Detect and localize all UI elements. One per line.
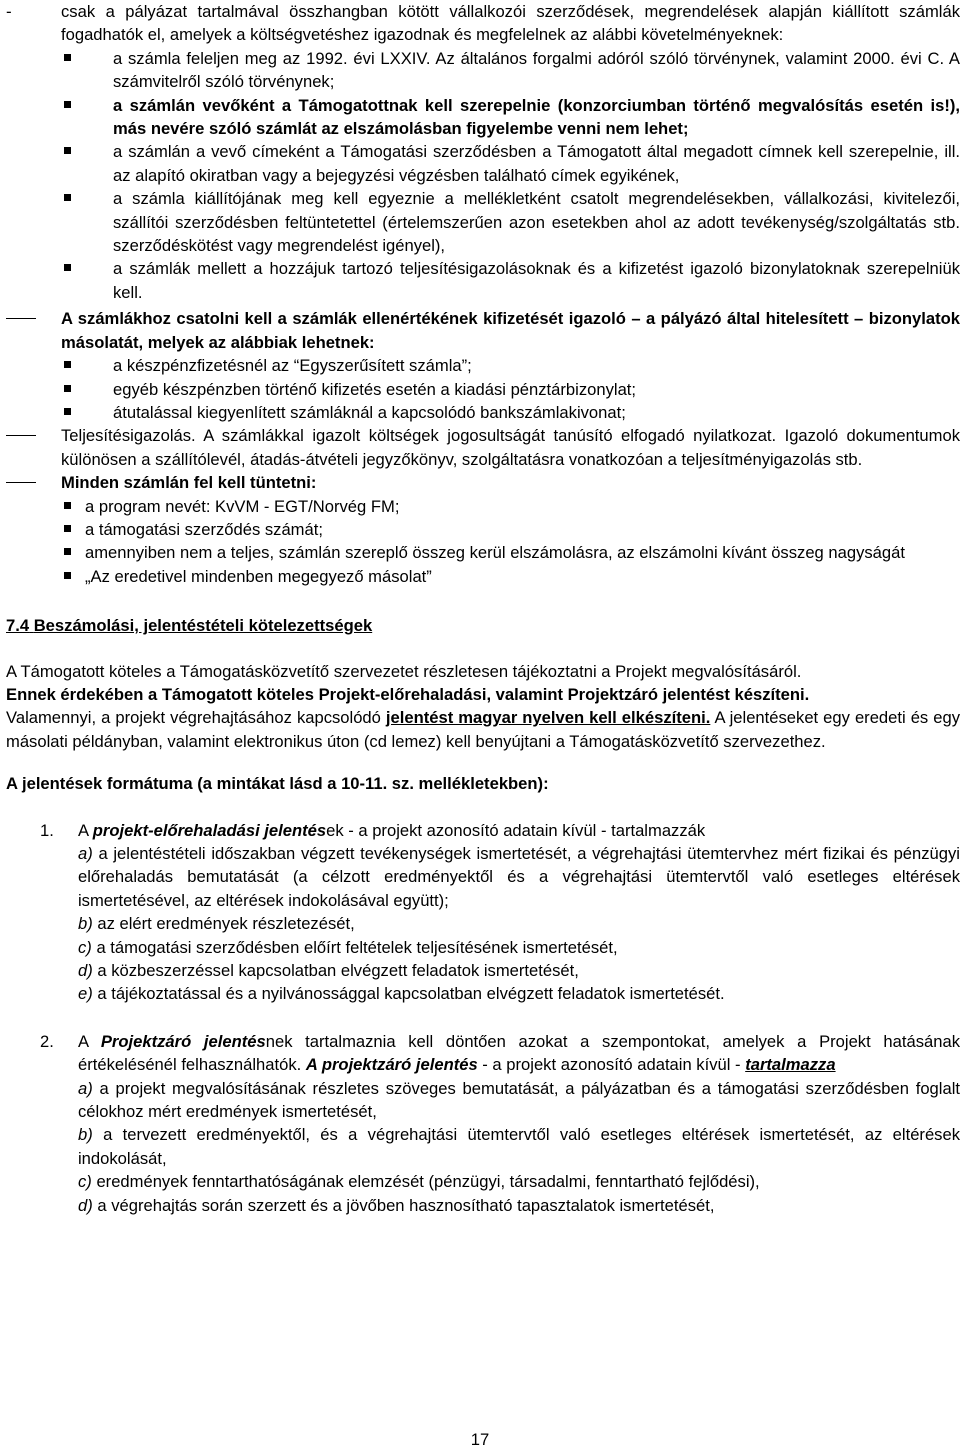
language-requirement: jelentést magyar nyelven kell elkészíteni.: [385, 708, 711, 728]
square-bullet-icon: [64, 194, 71, 201]
list-item: [6, 541, 960, 564]
invoice-marking-3: amennyiben nem a teljes, számlán szereplő összeg kerül elszámolásra, az elszámolni kívánt összeg nagyságát: [85, 543, 905, 563]
report-closing-intro: A Projektzáró jelentésnek tartalmaznia kell döntően azokat a szempontokat, amelyek a Projekt hatásának értékelésénél felhasználhatók. A projektzáró jelentés - a projekt azonosító adatain kívül - tartalmazza: [78, 1031, 960, 1075]
square-bullet-icon: [64, 264, 71, 271]
invoice-requirement-4: a számla kiállítójának meg kell egyeznie a mellékletként csatolt megrendelésekben, vállalkozási, kivitelezői, szállítói szerződésben feltüntetettel (értelemszerűen azon esetekben ahol az adott tevékenység/szolgáltatás stb. szerződéskötést vagy megrendelést igényel),: [113, 189, 960, 256]
payment-proof-item: [6, 307, 960, 354]
list-item: c) eredmények fenntarthatóságának elemzését (pénzügyi, társadalmi, fenntartható fejlődési),: [78, 1172, 760, 1192]
invoice-requirement-2: a számlán vevőként a Támogatottnak kell szerepelnie (konzorciumban történő megvalósítás esetén is!), más nevére szóló számlát az elszámolásban figyelembe venni nem lehet;: [113, 95, 960, 139]
list-item: [6, 257, 960, 304]
invoice-marking-item: [6, 471, 960, 494]
list-item: b) az elért eredmények részletezését,: [78, 914, 355, 934]
invoice-requirements-item: [6, 0, 960, 47]
paragraph-language: Valamennyi, a projekt végrehajtásához kapcsolódó jelentést magyar nyelven kell elkészíteni. A jelentéseket egy eredeti és egy másolati példányban, valamint elektronikus úton (cd lemez) kell benyújtani a Támogatásközvetítő szervezethez.: [6, 708, 960, 751]
invoice-requirement-1: a számla feleljen meg az 1992. évi LXXIV. Az általános forgalmi adóról szóló törvénynek, valamint 2000. évi C. A számvitelről szóló törvénynek;: [113, 48, 960, 92]
report-number: 1.: [40, 820, 54, 840]
list-item: b) a tervezett eredményektől, és a végrehajtási ütemtervtől való esetleges eltérések ismertetését, az eltérések indokolását,: [78, 1125, 960, 1168]
payment-proof-2: egyéb készpénzben történő kifizetés esetén a kiadási pénztárbizonylat;: [113, 379, 637, 399]
list-item: [6, 518, 960, 541]
square-bullet-icon: [64, 385, 71, 392]
list-item: a) a projekt megvalósításának részletes szöveges bemutatását, a pályázatban és a támogatási szerződésben foglalt célokhoz mért eredmények ismertetését,: [78, 1078, 960, 1122]
report-item-progress: [6, 819, 960, 842]
invoice-requirement-5: a számlák mellett a hozzájuk tartozó teljesítésigazolásoknak és a kifizetést igazoló bizonylatoknak szerepelniük kell.: [113, 259, 960, 302]
invoice-marking-2: a támogatási szerződés számát;: [85, 519, 323, 539]
completion-certificate-item: [6, 424, 960, 471]
report-number: 2.: [40, 1031, 54, 1051]
square-bullet-icon: [64, 54, 71, 61]
invoice-marking-lead: Minden számlán fel kell tüntetni:: [61, 473, 317, 493]
list-item: [6, 47, 960, 94]
page-number: 17: [470, 1430, 490, 1449]
dash-line-marker: [6, 435, 36, 436]
square-bullet-icon: [64, 361, 71, 368]
invoice-requirements-lead: csak a pályázat tartalmával összhangban kötött vállalkozói szerződések, megrendelések alapján kiállított számlák fogadhatók el, amelyek a költségvetéshez igazodnak és megfelelnek az alábbi követelményeknek:: [61, 2, 960, 45]
section-number: 7.4: [6, 616, 30, 636]
list-item: [6, 565, 960, 588]
square-bullet-icon: [64, 525, 71, 532]
square-bullet-icon: [64, 548, 71, 555]
square-bullet-icon: [64, 147, 71, 154]
list-item: [6, 354, 960, 377]
paragraph-report-obligation: Ennek érdekében a Támogatott köteles Projekt-előrehaladási, valamint Projektzáró jelentést készíteni.: [6, 684, 810, 704]
list-item: d) a végrehajtás során szerzett és a jövőben hasznosítható tapasztalatok ismertetését,: [78, 1195, 715, 1215]
list-item: [6, 94, 960, 141]
section-title: Beszámolási, jelentéstételi kötelezettségek: [33, 616, 373, 636]
completion-certificate-text: Teljesítésigazolás. A számlákkal igazolt költségek jogosultságát tanúsító elfogadó nyilatkozat. Igazoló dokumentumok különösen a szállítólevél, átadás-átvételi jegyzőkönyv, szolgáltatásra vonatkozóan a teljesítményigazolás stb.: [61, 426, 960, 469]
invoice-requirement-3: a számlán a vevő címeként a Támogatási szerződésben a Támogatott által megadott címnek kell szerepelnie, ill. az alapító okiratban vagy a bejegyzési végzésben található címek egyikének,: [113, 142, 960, 185]
square-bullet-icon: [64, 101, 71, 108]
list-item: a) a jelentéstételi időszakban végzett tevékenységek ismertetését, a végrehajtási ütemtervhez mért fizikai és pénzügyi előrehaladás bemutatását (a célzott eredményektől és a végrehajtási ütemtervtől való esetleges eltérések ismertetésével, az eltérések indokolásával együtt);: [78, 844, 960, 910]
dash-line-marker: [6, 318, 36, 319]
dash-line-marker: [6, 482, 36, 483]
section-heading: [6, 614, 960, 637]
payment-proof-1: a készpénzfizetésnél az “Egyszerűsített számla”;: [113, 356, 472, 376]
list-item: [6, 140, 960, 187]
report-progress-intro: A projekt-előrehaladási jelentések - a projekt azonosító adatain kívül - tartalmazzák: [78, 820, 706, 840]
payment-proof-3: átutalással kiegyenlített számláknál a kapcsolódó bankszámlakivonat;: [113, 402, 626, 422]
page-body: [6, 0, 960, 1217]
list-item: [6, 495, 960, 518]
dash-marker: -: [6, 2, 12, 21]
report-format-heading: A jelentések formátuma (a mintákat lásd a 10-11. sz. mellékletekben):: [6, 774, 549, 794]
paragraph-inform: A Támogatott köteles a Támogatásközvetítő szervezetet részletesen tájékoztatni a Projekt megvalósításáról.: [6, 661, 802, 681]
square-bullet-icon: [64, 502, 71, 509]
list-item: c) a támogatási szerződésben előírt feltételek teljesítésének ismertetését,: [78, 937, 618, 957]
list-item: [6, 378, 960, 401]
list-item: [6, 187, 960, 257]
list-item: e) a tájékoztatással és a nyilvánossággal kapcsolatban elvégzett feladatok ismertetését.: [78, 984, 725, 1004]
square-bullet-icon: [64, 408, 71, 415]
invoice-marking-1: a program nevét: KvVM - EGT/Norvég FM;: [85, 496, 400, 516]
payment-proof-lead: A számlákhoz csatolni kell a számlák ellenértékének kifizetését igazoló – a pályázó által hitelesített – bizonylatok másolatát, melyek az alábbiak lehetnek:: [61, 309, 960, 352]
list-item: [6, 401, 960, 424]
invoice-marking-4: „Az eredetivel mindenben megegyező másolat”: [85, 566, 432, 586]
list-item: d) a közbeszerzéssel kapcsolatban elvégzett feladatok ismertetését,: [78, 961, 579, 981]
report-item-closing: [6, 1030, 960, 1077]
square-bullet-icon: [64, 572, 71, 579]
